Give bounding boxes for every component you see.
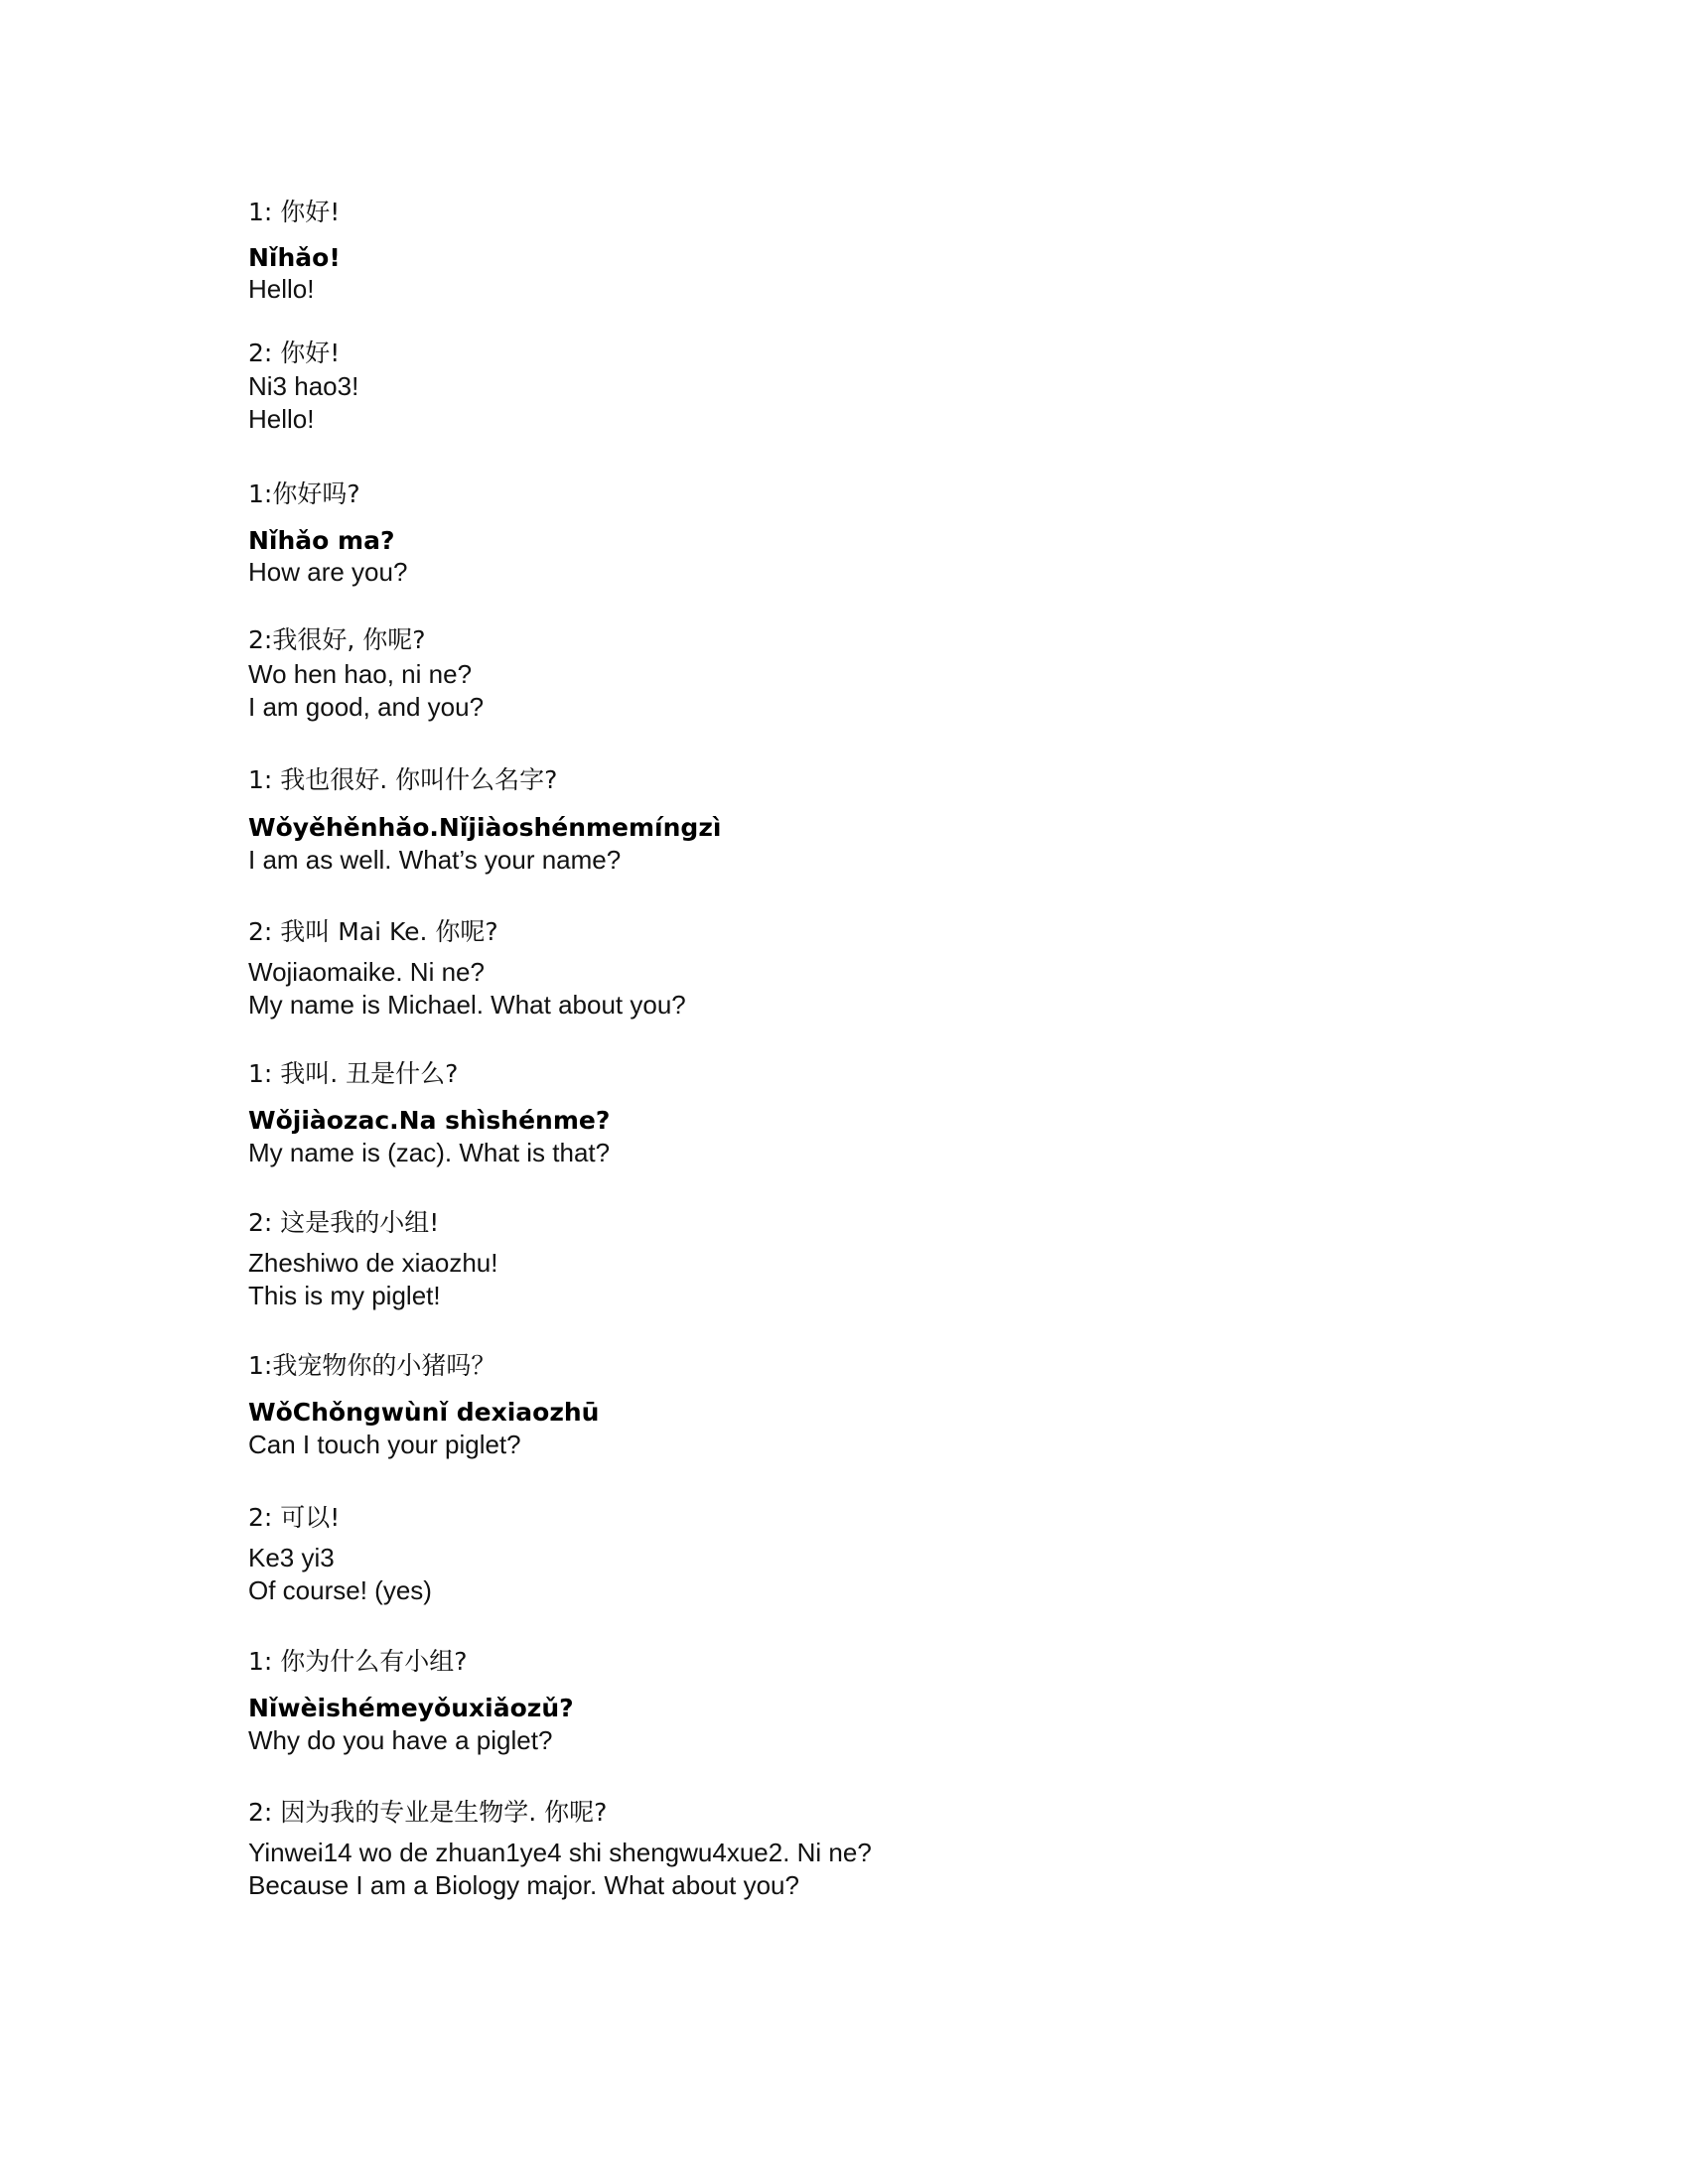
pinyin-line: Wojiaomaike. Ni ne? <box>248 957 485 987</box>
pinyin-line: Nǐhǎo! <box>248 243 341 272</box>
chinese-line: 1: 我叫. 丑是什么? <box>248 1059 459 1088</box>
english-line: Of course! (yes) <box>248 1575 432 1605</box>
english-line: Because I am a Biology major. What about you? <box>248 1870 799 1900</box>
chinese-line: 1:你好吗? <box>248 479 360 508</box>
pinyin-line: Zheshiwo de xiaozhu! <box>248 1248 498 1278</box>
pinyin-line: Yinwei14 wo de zhuan1ye4 shi shengwu4xue2. Ni ne? <box>248 1838 872 1867</box>
pinyin-line: Nǐwèishémeyǒuxiǎozǔ? <box>248 1694 574 1722</box>
chinese-line: 2: 这是我的小组! <box>248 1208 440 1237</box>
english-line: My name is Michael. What about you? <box>248 990 686 1020</box>
english-line: I am good, and you? <box>248 692 485 722</box>
chinese-line: 1: 你为什么有小组? <box>248 1647 468 1676</box>
pinyin-line: WǒChǒngwùnǐ dexiaozhū <box>248 1398 600 1427</box>
english-line: Why do you have a piglet? <box>248 1725 553 1755</box>
pinyin-line: Nǐhǎo ma? <box>248 526 395 555</box>
chinese-line: 1:我宠物你的小猪吗？ <box>248 1351 496 1380</box>
pinyin-line: Wǒjiàozac.Na shìshénme? <box>248 1106 611 1135</box>
chinese-line: 2: 可以! <box>248 1503 341 1532</box>
pinyin-line: Ni3 hao3! <box>248 371 359 401</box>
pinyin-line: Wǒyěhěnhǎo.Nǐjiàoshénmemíngzì <box>248 813 722 842</box>
chinese-line: 1: 我也很好. 你叫什么名字? <box>248 765 558 794</box>
english-line: This is my piglet! <box>248 1281 441 1310</box>
chinese-line: 2: 我叫 Mai Ke. 你呢? <box>248 917 498 946</box>
english-line: Can I touch your piglet? <box>248 1430 521 1459</box>
chinese-line: 1: 你好! <box>248 198 341 226</box>
english-line: Hello! <box>248 274 315 304</box>
chinese-line: 2: 因为我的专业是生物学. 你呢? <box>248 1798 608 1827</box>
english-line: Hello! <box>248 404 315 434</box>
pinyin-line: Wo hen hao, ni ne? <box>248 659 473 689</box>
english-line: How are you? <box>248 557 408 587</box>
english-line: My name is (zac). What is that? <box>248 1138 611 1167</box>
chinese-line: 2:我很好, 你呢? <box>248 625 426 654</box>
pinyin-line: Ke3 yi3 <box>248 1543 335 1572</box>
chinese-line: 2: 你好! <box>248 339 341 367</box>
english-line: I am as well. What’s your name? <box>248 845 622 875</box>
